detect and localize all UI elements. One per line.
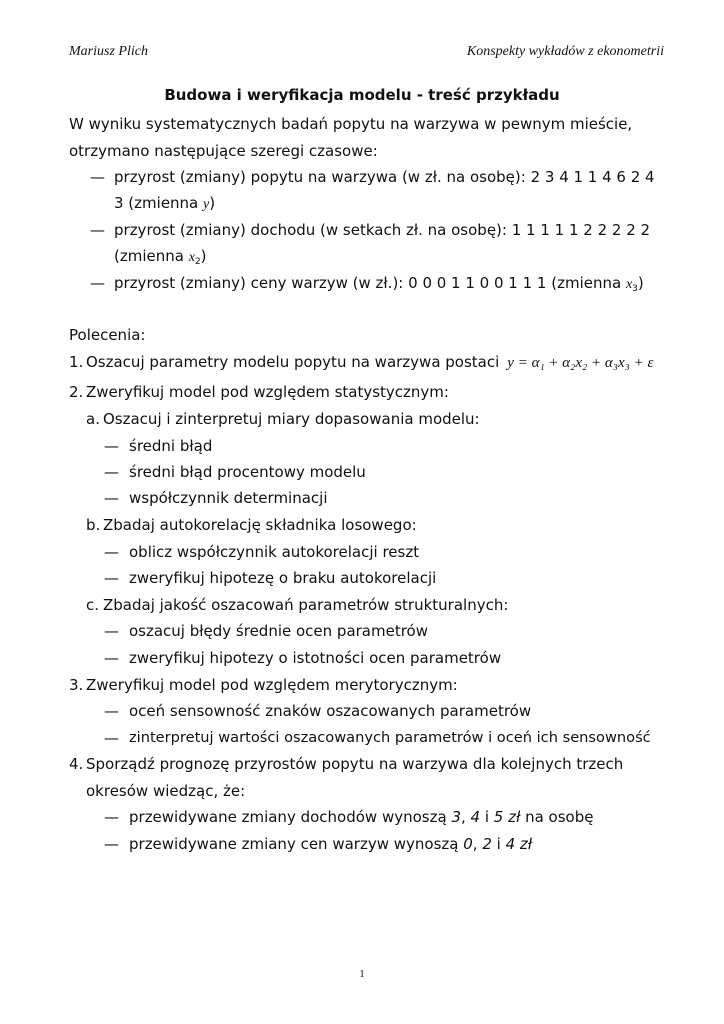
task-4-item-2: przewidywane zmiany cen warzyw wynoszą 0, 2 i 4 zł (129, 835, 533, 853)
dash-bullet: — (104, 808, 119, 826)
series-3-line-1: przyrost (zmiany) ceny warzyw (w zł.): 0 0 0 1 1 0 0 1 1 1 (zmienna $x_3$) (114, 274, 644, 294)
task-4: 4. Sporządź prognozę przyrostów popytu na warzywa dla kolejnych trzech (69, 755, 624, 773)
task-3-item-1: oceń sensowność znaków oszacowanych parametrów (129, 702, 532, 720)
task-2: 2. Zweryfikuj model pod względem statystycznym: (69, 383, 449, 401)
dash-bullet: — (90, 274, 105, 292)
task-2c: c. Zbadaj jakość oszacowań parametrów strukturalnych: (86, 596, 509, 614)
task-2b: b. Zbadaj autokorelację składnika losowego: (86, 516, 417, 534)
task-2a-item-2: średni błąd procentowy modelu (129, 463, 366, 481)
task-2a-item-3: współczynnik determinacji (129, 489, 328, 507)
model-formula: y = α₁ + α₂x₂ + α₃x₃ + ε (507, 355, 654, 371)
dash-bullet: — (104, 437, 119, 455)
dash-bullet: — (104, 463, 119, 481)
task-2c-item-1: oszacuj błędy średnie ocen parametrów (129, 622, 429, 640)
series-2-line-1: przyrost (zmiany) dochodu (w setkach zł. na osobę): 1 1 1 1 1 2 2 2 2 2 (114, 221, 651, 239)
dash-bullet: — (104, 729, 119, 747)
header-author: Mariusz Plich (69, 44, 148, 59)
task-4-item-1: przewidywane zmiany dochodów wynoszą 3, 4 i 5 zł na osobę (129, 808, 594, 826)
dash-bullet: — (104, 489, 119, 507)
tasks-label: Polecenia: (69, 326, 146, 344)
dash-bullet: — (104, 569, 119, 587)
dash-bullet: — (104, 702, 119, 720)
task-4-line-2: okresów wiedząc, że: (86, 782, 246, 800)
task-2b-item-1: oblicz współczynnik autokorelacji reszt (129, 543, 420, 561)
series-2-line-2: (zmienna $x_2$) (114, 247, 207, 267)
task-3-item-2: zinterpretuj wartości oszacowanych parametrów i oceń ich sensowność (129, 729, 651, 746)
dash-bullet: — (104, 622, 119, 640)
header-course: Konspekty wykładów z ekonometrii (466, 44, 664, 59)
series-1-line-2: 3 (zmienna y) (114, 194, 216, 212)
task-3: 3. Zweryfikuj model pod względem merytorycznym: (69, 676, 458, 694)
page-number: 1 (359, 968, 365, 980)
series-1-line-1: przyrost (zmiany) popytu na warzywa (w zł. na osobę): 2 3 4 1 1 4 6 2 4 (114, 168, 655, 186)
dash-bullet: — (104, 543, 119, 561)
page-title: Budowa i weryfikacja modelu - treść przykładu (164, 86, 560, 104)
task-1: 1. Oszacuj parametry modelu popytu na warzywa postaci y = α₁ + α₂x₂ + α₃x₃ + ε (69, 353, 654, 371)
task-2b-item-2: zweryfikuj hipotezę o braku autokorelacji (129, 569, 437, 587)
task-2a-item-1: średni błąd (129, 437, 213, 455)
task-2c-item-2: zweryfikuj hipotezy o istotności ocen parametrów (129, 649, 502, 667)
dash-bullet: — (90, 221, 105, 239)
intro-line-1: W wyniku systematycznych badań popytu na warzywa w pewnym mieście, (69, 115, 633, 133)
intro-line-2: otrzymano następujące szeregi czasowe: (69, 142, 378, 160)
dash-bullet: — (104, 835, 119, 853)
task-2a: a. Oszacuj i zinterpretuj miary dopasowania modelu: (86, 410, 480, 428)
dash-bullet: — (104, 649, 119, 667)
dash-bullet: — (90, 168, 105, 186)
